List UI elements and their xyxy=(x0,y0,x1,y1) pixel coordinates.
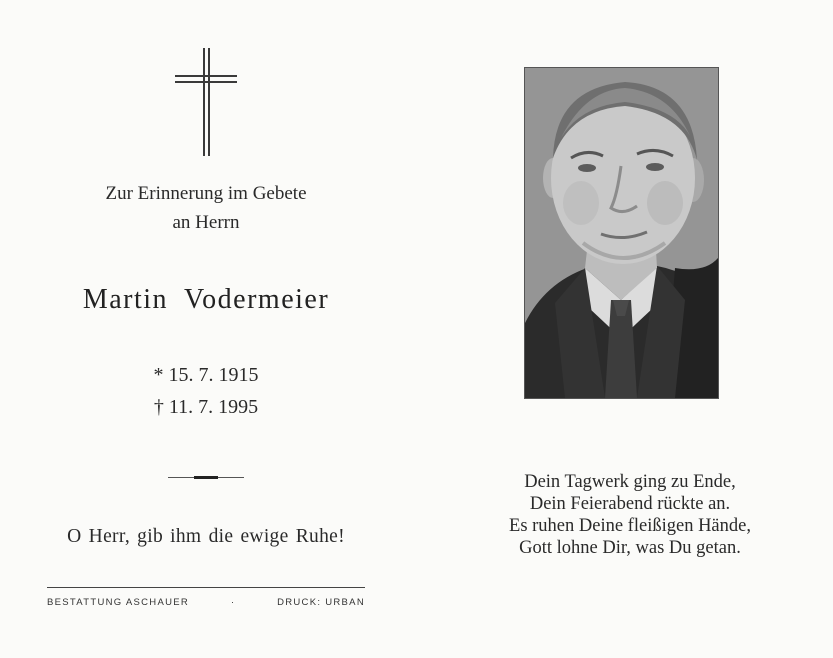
poem xyxy=(460,471,800,559)
footer-credits xyxy=(47,597,365,608)
prayer-text: O Herr, gib ihm die ewige Ruhe! xyxy=(67,526,345,547)
intro-line-2: an Herrn xyxy=(172,212,240,233)
poem-line-1: Dein Tagwerk ging zu Ende, xyxy=(524,472,736,492)
footer-separator: · xyxy=(230,597,236,608)
birth-date: * 15. 7. 1915 xyxy=(153,364,259,386)
deceased-name: Martin Vodermeier xyxy=(82,284,330,315)
footer-rule xyxy=(47,587,365,588)
poem-line-3: Es ruhen Deine fleißigen Hände, xyxy=(509,516,751,536)
poem-line-2: Dein Feierabend rückte an. xyxy=(529,494,731,514)
poem-line-4: Gott lohne Dir, was Du getan. xyxy=(519,538,741,558)
printer: DRUCK: URBAN xyxy=(277,597,365,608)
death-date: † 11. 7. 1995 xyxy=(153,396,259,418)
cross-icon xyxy=(175,48,237,158)
ornamental-divider xyxy=(168,477,244,479)
intro-line-1: Zur Erinnerung im Gebete xyxy=(105,183,307,204)
portrait-photo xyxy=(524,67,719,399)
funeral-home: BESTATTUNG ASCHAUER xyxy=(47,597,190,608)
